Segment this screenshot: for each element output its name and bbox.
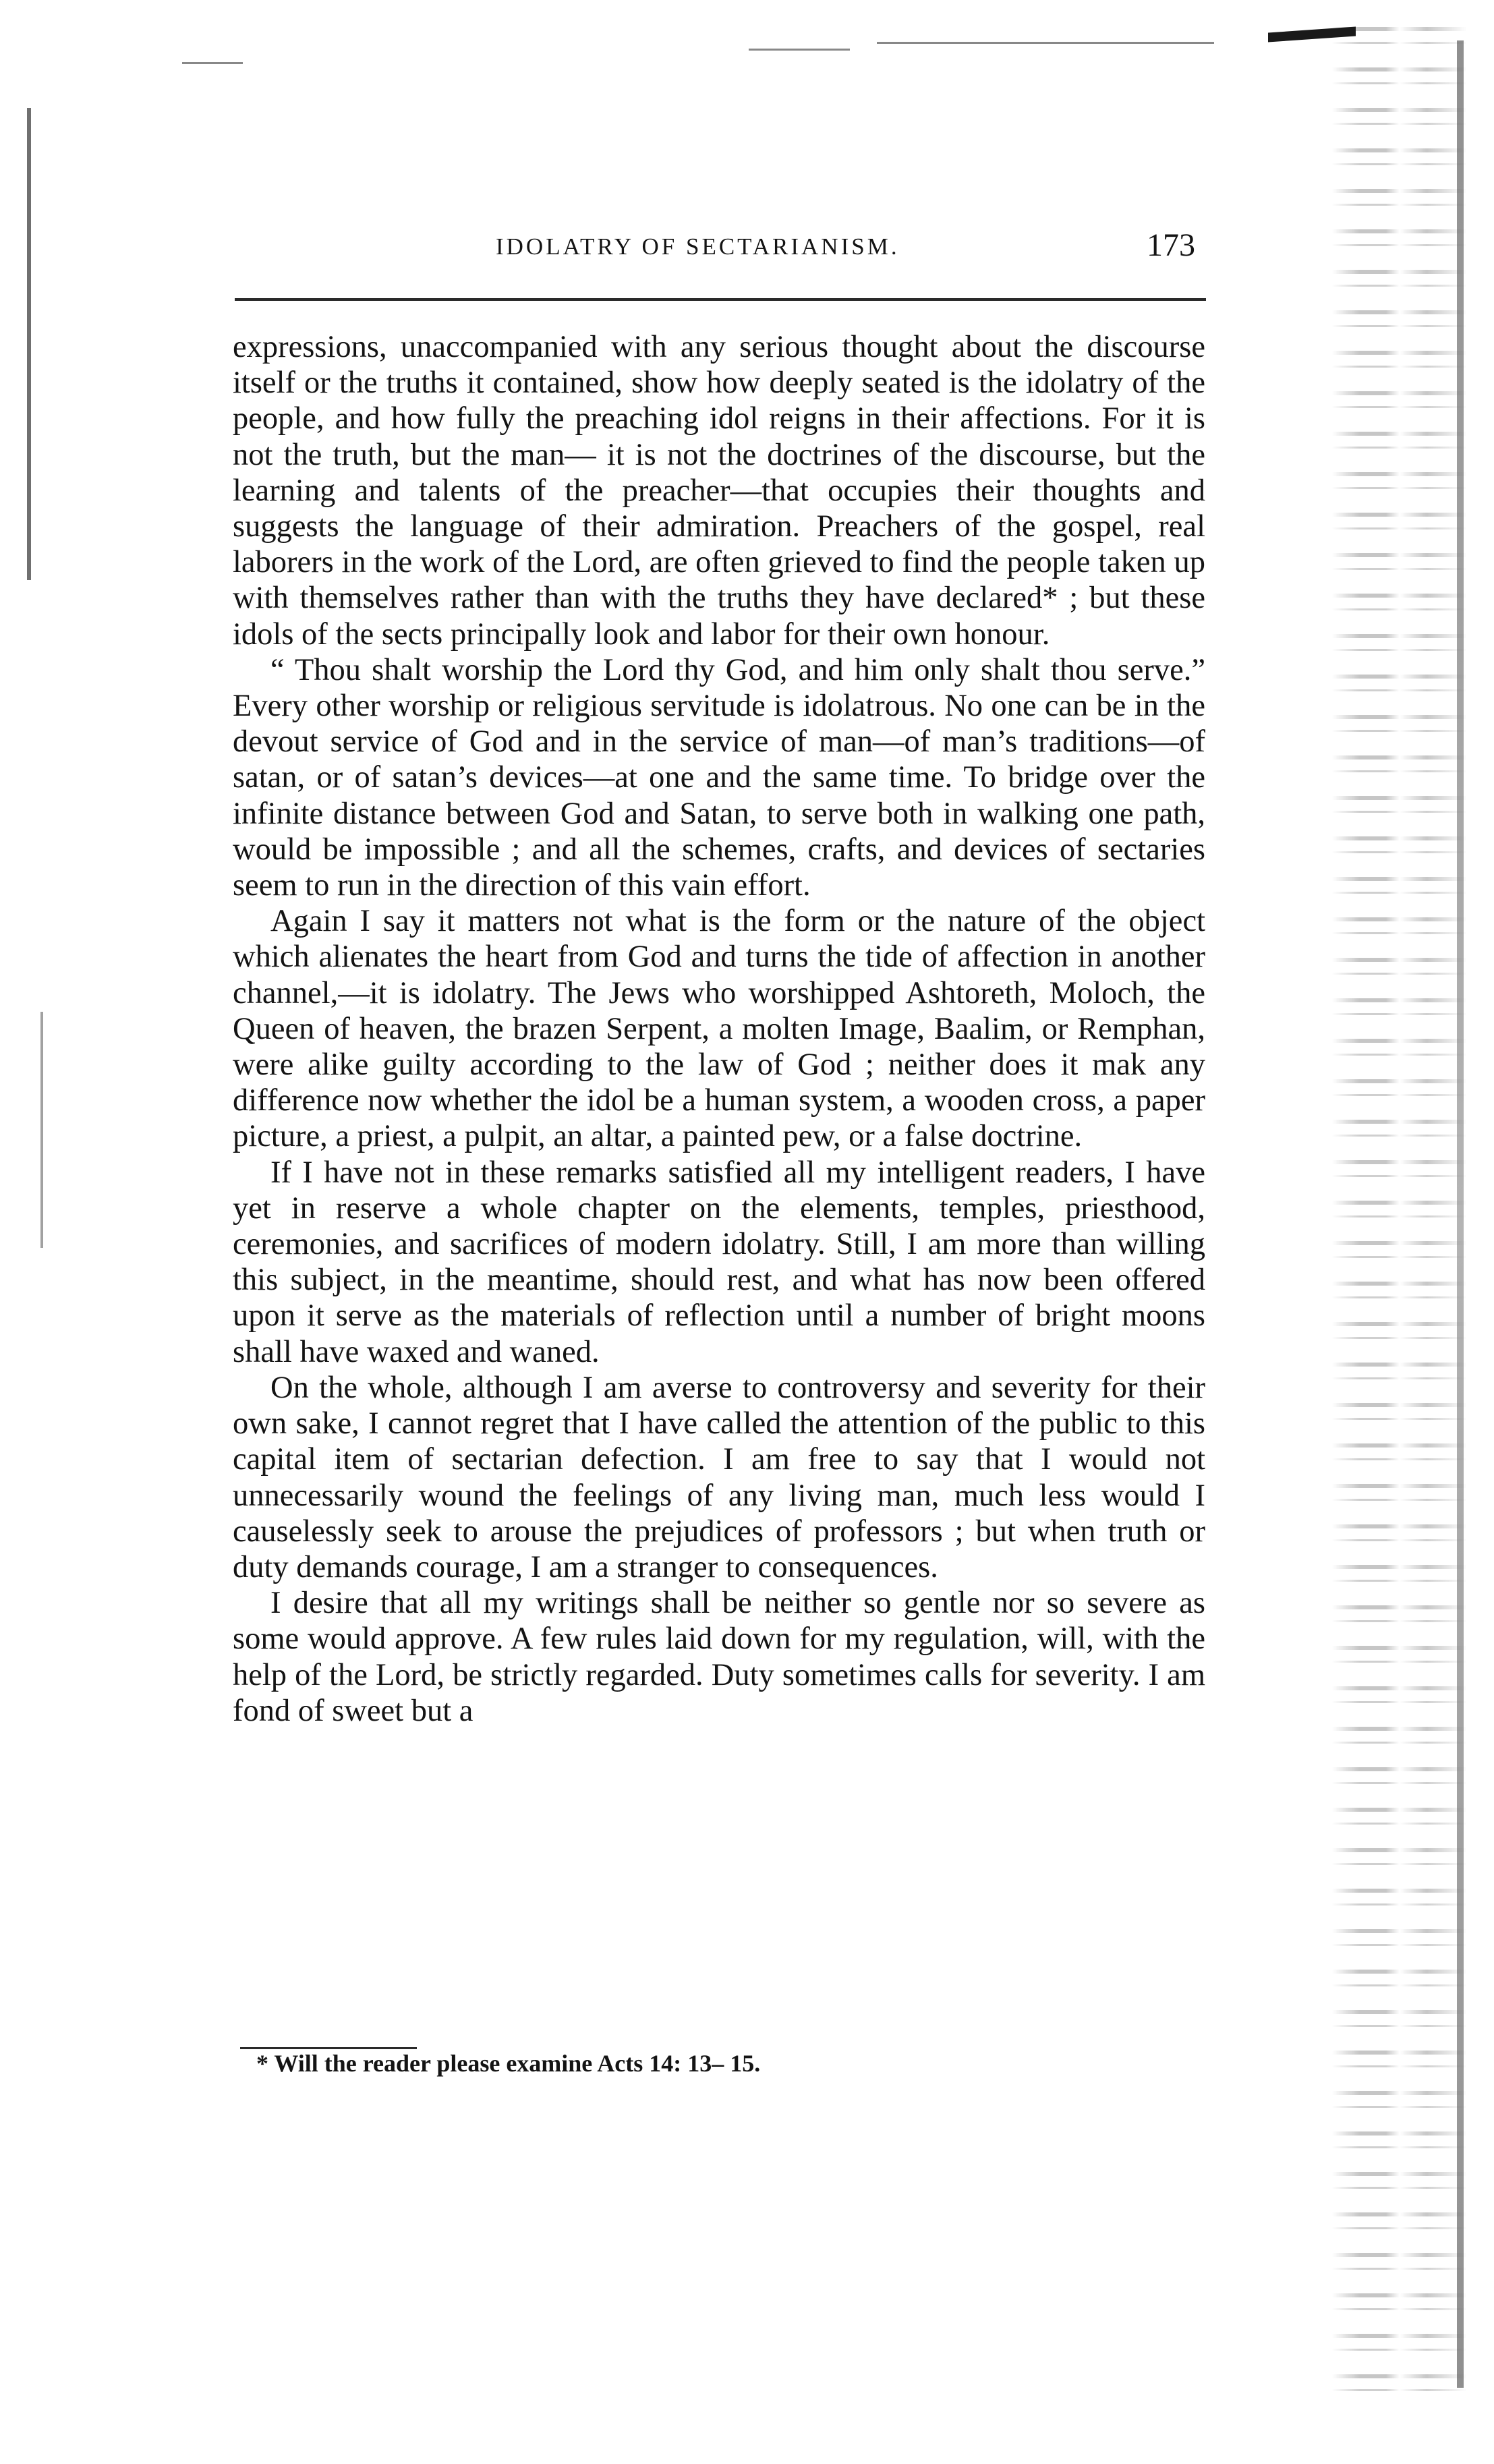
paragraph-5: On the whole, although I am averse to controversy and severity for their own sake, I cannot regret that I have called the attention of the public to this capital item of sectarian defection. I am free to say that I would not unnecessarily wound the feelings of any living man, much less would I causelessly seek to arouse the prejudices of professors ; but when truth or duty demands courage, I am a stranger to consequences. [233, 1370, 1205, 1584]
scan-speck [877, 42, 1214, 44]
scan-speck [749, 49, 850, 51]
scan-edge-shadow-left-lower [40, 1012, 43, 1248]
scan-speck [182, 62, 243, 64]
footnote: * Will the reader please examine Acts 14: 13– 15. [256, 2050, 761, 2077]
paragraph-2: “ Thou shalt worship the Lord thy God, and him only shalt thou serve.” Every other worship or religious servitude is idolatrous. No one can be in the devout service of God and in the service of man—of man’s traditions—of satan, or of satan’s devices—at one and the same time. To bridge over the infinite distance between God and Satan, to serve both in walking one path, would be impossible ; and all the schemes, crafts, and devices of sectaries seem to run in the direction of this vain effort. [233, 652, 1205, 903]
paragraph-1: expressions, unaccompanied with any serious thought about the discourse itself or the truths it contained, show how deeply seated is the idolatry of the people, and how fully the preaching idol reigns in their affections. For it is not the truth, but the man— it is not the doctrines of the discourse, but the learning and talents of the preacher—that occupies their thoughts and suggests the language of their admiration. Preachers of the gospel, real laborers in the work of the Lord, are often grieved to find the people taken up with themselves rather than with the truths they have declared* ; but these idols of the sects principally look and labor for their own honour. [233, 330, 1205, 652]
scan-edge-shadow-left [27, 108, 31, 580]
paragraph-4: If I have not in these remarks satisfied all my intelligent readers, I have yet in reserve a whole chapter on the elements, temples, priesthood, ceremonies, and sacrifices of modern idolatry. Still, I am more than willing this subject, in the meantime, should rest, and what has now been offered upon it serve as the materials of reflection until a number of bright moons shall have waxed and waned. [233, 1155, 1205, 1369]
page-number: 173 [1147, 227, 1195, 263]
scan-edge-shadow-right [1457, 40, 1464, 2388]
scan-edge-noise-right [1332, 27, 1467, 2415]
body-text [233, 329, 1205, 1729]
paragraph-3: Again I say it matters not what is the form or the nature of the object which alienates the heart from God and turns the tide of affection in another channel,—it is idolatry. The Jews who worshipped Ashtoreth, Moloch, the Queen of heaven, the brazen Serpent, a molten Image, Baalim, or Remphan, were alike guilty according to the law of God ; neither does it mak any difference now whether the idol be a human system, a wooden cross, a paper picture, a priest, a pulpit, an altar, a painted pew, or a false doctrine. [233, 904, 1205, 1154]
paragraph-6: I desire that all my writings shall be neither so gentle nor so severe as some would approve. A few rules laid down for my regulation, will, with the help of the Lord, be strictly regarded. Duty sometimes calls for severity. I am fond of sweet but a [233, 1586, 1205, 1728]
running-head: IDOLATRY OF SECTARIANISM. [496, 233, 900, 260]
header-rule [235, 298, 1206, 301]
